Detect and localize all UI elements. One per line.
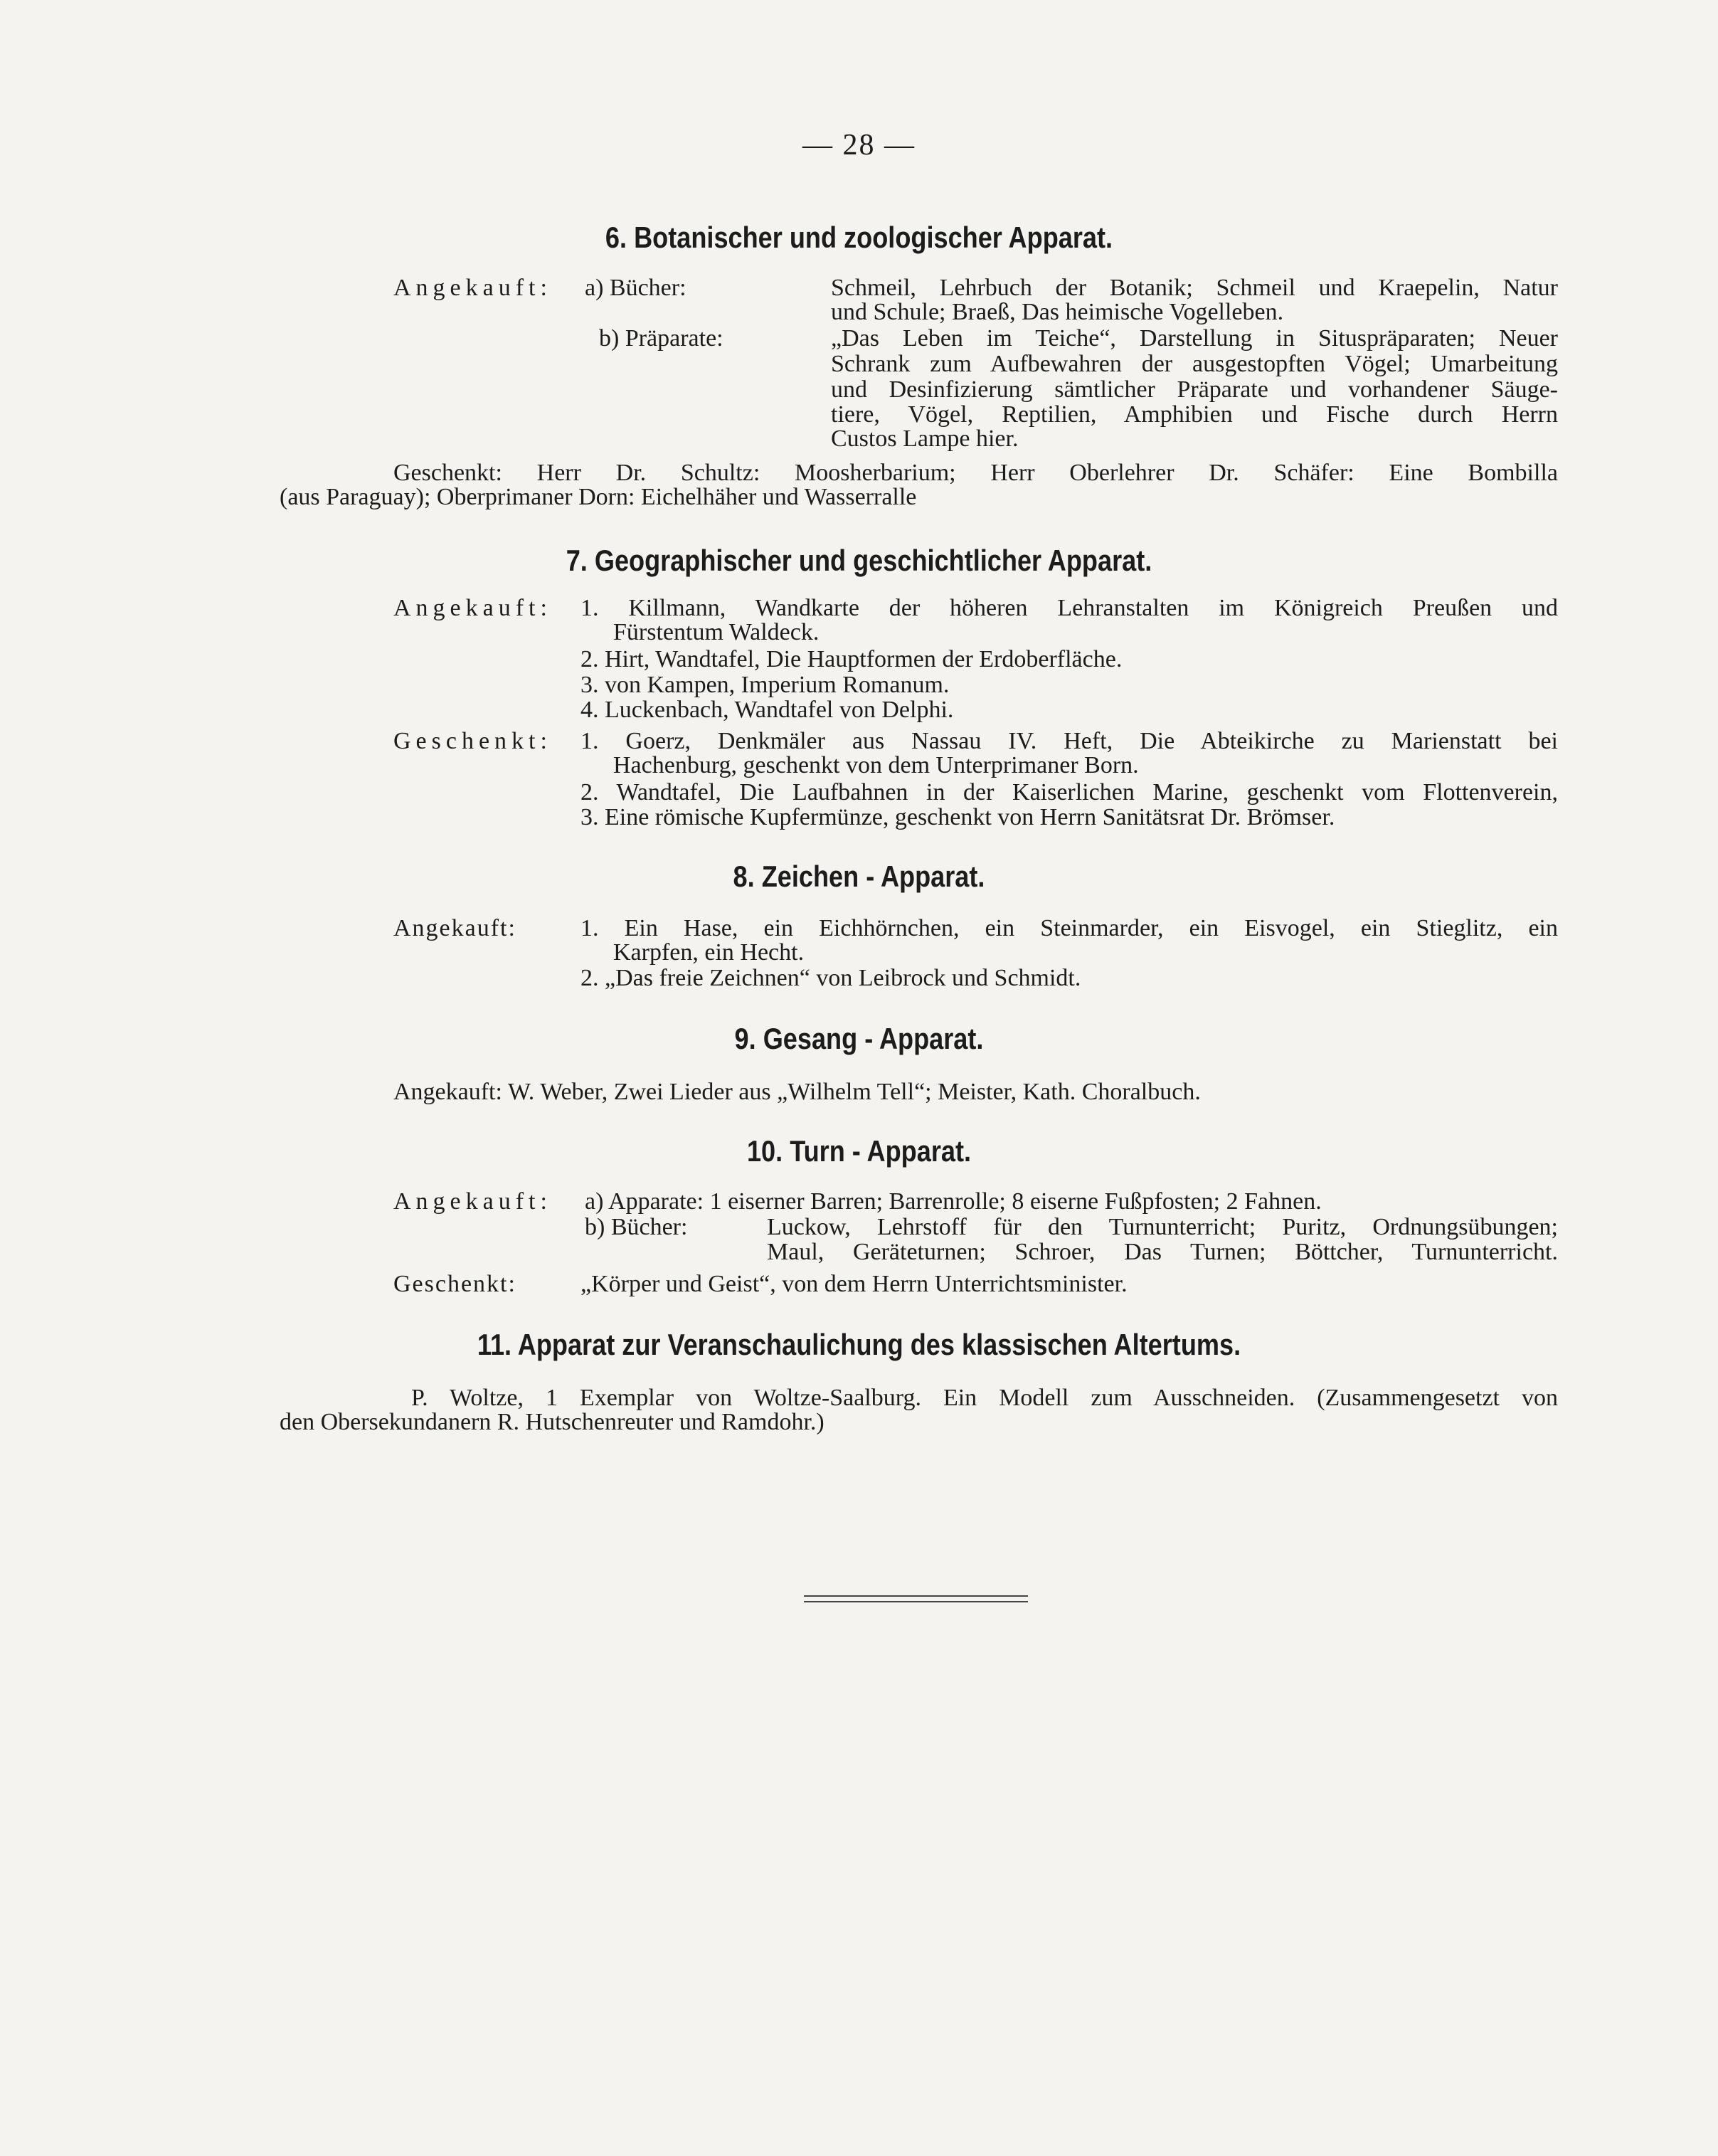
section-6-gift-line: (aus Paraguay); Oberprimaner Dorn: Eichelhäher und Wasserralle — [280, 484, 917, 510]
section-7-bought-item: 1. Killmann, Wandkarte der höheren Lehranstalten im Königreich Preußen und — [580, 595, 1558, 621]
section-10-heading: 10. Turn - Apparat. — [746, 1134, 972, 1168]
section-6-sub-b-label: b) Präparate: — [599, 325, 723, 352]
section-6-gift-line: Geschenkt: Herr Dr. Schultz: Moosherbarium; Herr Oberlehrer Dr. Schäfer: Eine Bombilla — [393, 460, 1558, 486]
section-7-gift-item: 2. Wandtafel, Die Laufbahnen in der Kaiserlichen Marine, geschenkt vom Flottenverein, — [580, 779, 1558, 805]
page-number: — 28 — — [802, 129, 916, 162]
section-10-sub-b-line: Maul, Geräteturnen; Schroer, Das Turnen; Böttcher, Turnunterricht. — [767, 1239, 1558, 1265]
section-10-bought-label: Angekauft: — [393, 1188, 552, 1215]
section-6-sub-b-line: „Das Leben im Teiche“, Darstellung in Situspräparaten; Neuer — [831, 325, 1558, 352]
section-10-gift-label: Geschenkt: — [393, 1271, 516, 1297]
section-11-heading: 11. Apparat zur Veranschaulichung des klassischen Altertums. — [477, 1328, 1241, 1361]
section-10-sub-a: a) Apparate: 1 eiserner Barren; Barrenrolle; 8 eiserne Fußpfosten; 2 Fahnen. — [585, 1188, 1322, 1215]
section-10-sub-b-line: Luckow, Lehrstoff für den Turnunterricht; Puritz, Ordnungsübungen; — [767, 1214, 1558, 1240]
section-11-line: P. Woltze, 1 Exemplar von Woltze-Saalburg. Ein Modell zum Ausschneiden. (Zusammengesetzt von — [411, 1385, 1558, 1411]
section-6-sub-a-label: a) Bücher: — [585, 275, 686, 301]
section-6-sub-b-line: und Desinfizierung sämtlicher Präparate und vorhandener Säuge- — [831, 376, 1558, 403]
section-6-sub-b-line: Schrank zum Aufbewahren der ausgestopften Vögel; Umarbeitung — [831, 351, 1558, 377]
section-8-bought-item: 2. „Das freie Zeichnen“ von Leibrock und Schmidt. — [580, 965, 1081, 991]
section-7-gift-item: 3. Eine römische Kupfermünze, geschenkt von Herrn Sanitätsrat Dr. Brömser. — [580, 804, 1335, 830]
section-8-bought-label: Angekauft: — [393, 915, 516, 941]
section-8-heading: 8. Zeichen - Apparat. — [733, 860, 985, 893]
section-7-bought-item: 3. von Kampen, Imperium Romanum. — [580, 672, 950, 698]
section-7-gift-label: Geschenkt: — [393, 728, 552, 754]
section-7-gift-item: Hachenburg, geschenkt von dem Unterprimaner Born. — [613, 752, 1139, 778]
section-7-bought-item: 2. Hirt, Wandtafel, Die Hauptformen der Erdoberfläche. — [580, 646, 1123, 672]
section-11-line: den Obersekundanern R. Hutschenreuter und Ramdohr.) — [280, 1409, 824, 1435]
section-10-gift: „Körper und Geist“, von dem Herrn Unterrichtsminister. — [580, 1271, 1128, 1297]
section-7-bought-label: Angekauft: — [393, 595, 552, 621]
section-6-sub-b-line: Custos Lampe hier. — [831, 426, 1019, 452]
section-7-gift-item: 1. Goerz, Denkmäler aus Nassau IV. Heft, Die Abteikirche zu Marienstatt bei — [580, 728, 1558, 754]
section-6-bought-label: Angekauft: — [393, 275, 552, 301]
section-7-bought-item: 4. Luckenbach, Wandtafel von Delphi. — [580, 697, 954, 723]
closing-rule — [804, 1601, 1028, 1602]
section-7-heading: 7. Geographischer und geschichtlicher Apparat. — [566, 544, 1152, 577]
section-8-bought-item: Karpfen, ein Hecht. — [613, 939, 805, 966]
section-8-bought-item: 1. Ein Hase, ein Eichhörnchen, ein Steinmarder, ein Eisvogel, ein Stieglitz, ein — [580, 915, 1558, 941]
section-6-sub-b-line: tiere, Vögel, Reptilien, Amphibien und Fische durch Herrn — [831, 401, 1558, 428]
section-10-sub-b-label: b) Bücher: — [585, 1214, 688, 1240]
closing-rule — [804, 1595, 1028, 1597]
section-7-bought-item: Fürstentum Waldeck. — [613, 619, 820, 645]
section-9-line: Angekauft: W. Weber, Zwei Lieder aus „Wilhelm Tell“; Meister, Kath. Choralbuch. — [393, 1079, 1201, 1105]
section-6-sub-a-line: Schmeil, Lehrbuch der Botanik; Schmeil und Kraepelin, Natur — [831, 275, 1558, 301]
section-9-heading: 9. Gesang - Apparat. — [734, 1022, 984, 1055]
section-6-sub-a-line: und Schule; Braeß, Das heimische Vogelleben. — [831, 299, 1284, 325]
section-6-heading: 6. Botanischer und zoologischer Apparat. — [605, 221, 1113, 254]
